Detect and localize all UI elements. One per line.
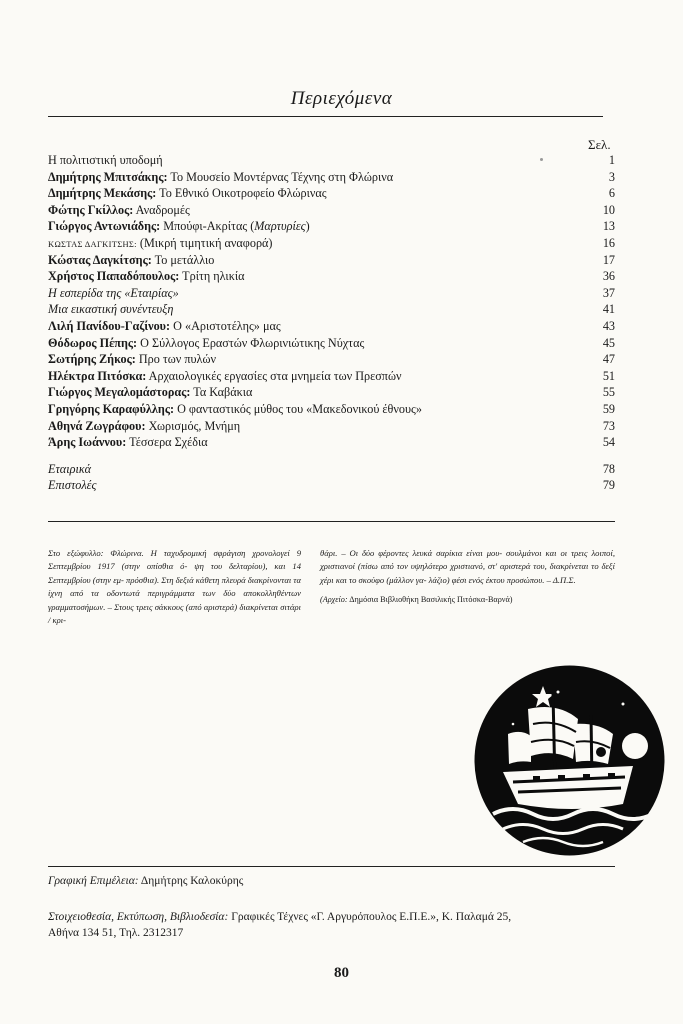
table-of-contents <box>48 152 615 494</box>
toc-page-number: 1 <box>608 153 615 167</box>
design-name: Δημήτρης Καλοκύρης <box>138 875 244 887</box>
cover-caption-right-text: θάρι. – Οι δύο φέροντες λευκά σαρίκια είναι μου- σουλμάνοι και οι τρεις λοιποί, χριστιανοί (πίσω από τον υψηλότερο χριστιανό, στ' αριστερά του, διακρίνεται το δεξί χέρι και το σκούφο (μάλλον γα- λάζιο) φέσι ενός έκτου προσώπου. – Δ.Π.Σ. <box>320 548 615 585</box>
toc-entry <box>48 235 615 252</box>
toc-italic-title: Εταιρικά <box>48 461 92 476</box>
archive-note <box>320 593 615 606</box>
toc-title: Προ των πυλών <box>135 352 216 367</box>
toc-author: Θόδωρος Πέπης: <box>48 335 138 350</box>
toc-author: Γιώργος Αντωνιάδης: <box>48 219 161 234</box>
toc-page-number: 54 <box>602 435 615 450</box>
toc-italic-title: Η εσπερίδα της «Εταιρίας» <box>48 285 179 300</box>
toc-page-number: 43 <box>602 318 615 333</box>
toc-entry <box>48 335 615 352</box>
toc-italic-title: Επιστολές <box>48 478 97 493</box>
toc-author: Δημήτρης Μεκάσης: <box>48 186 157 201</box>
archive-open-paren: ( <box>320 595 323 605</box>
toc-page-number: 45 <box>602 335 615 350</box>
toc-title: Τρίτη ηλικία <box>179 269 245 284</box>
toc-entry <box>48 301 615 318</box>
print-label: Στοιχειοθεσία, Εκτύπωση, Βιβλιοδεσία: <box>48 911 229 923</box>
toc-page-number: 79 <box>602 478 615 493</box>
toc-title: Το Εθνικό Οικοτροφείο Φλώρινας <box>156 186 327 201</box>
ship-emblem-image <box>473 664 666 857</box>
toc-title: (Μικρή τιμητική αναφορά) <box>136 235 273 250</box>
toc-author-caps: ΚΩΣΤΑΣ ΔΑΓΚΙΤΣΗΣ: <box>48 238 137 249</box>
toc-entry <box>48 461 615 478</box>
toc-page-number: 78 <box>602 461 615 476</box>
toc-title-italic: Μαρτυρίες <box>254 219 306 234</box>
toc-author: Γιώργος Μεγαλομάστορας: <box>48 385 191 400</box>
toc-title: Τα Καβάκια <box>190 385 253 400</box>
ship-emblem <box>473 664 666 857</box>
toc-title: Η πολιτιστική υποδομή <box>48 153 163 167</box>
toc-author: Δημήτρης Μπιτσάκης: <box>48 169 168 184</box>
toc-title: Μπούφι-Ακρίτας ( <box>160 219 255 234</box>
toc-page-number: 41 <box>602 302 615 317</box>
toc-author: Γρηγόρης Καραφύλλης: <box>48 401 175 416</box>
toc-author: Αθηνά Ζωγράφου: <box>48 418 146 433</box>
design-label: Γραφική Επιμέλεια: <box>48 875 139 887</box>
cover-caption-left: Στο εξώφυλλο: Φλώρινα. Η ταχυδρομική σφράγιση χρονολογεί 9 Σεπτεμβρίου 1917 (στην οπίσθια ό- ψη του δελταρίου), και 14 Σεπτεμβρίου (στην εμ- πρόσθια). Στη δεξιά κάθετη πλευρά διακρίνονται τα ίχνη από τα οδοντωτά περιγράμματα των δύο αποκολληθέντων γραμματοσήμων. – Στους τρεις σάκκους (από αριστερά) διακρίνεται σιτάρι / κρι- <box>48 548 301 626</box>
toc-title: Ο Σύλλογος Εραστών Φλωρινιώτικης Νύχτας <box>137 335 365 350</box>
page-column-label: Σελ. <box>588 137 611 152</box>
toc-title: Ο φανταστικός μύθος του «Μακεδονικού έθνους» <box>174 401 422 416</box>
graphic-design-credit <box>48 875 615 887</box>
toc-entry <box>48 318 615 335</box>
cover-caption-right <box>320 547 615 607</box>
toc-entry <box>48 477 615 494</box>
toc-author: Φώτης Γκίλλος: <box>48 202 134 217</box>
page-number: 80 <box>334 965 349 981</box>
toc-entry <box>48 202 615 219</box>
toc-page-number: 36 <box>602 269 615 284</box>
archive-label: Αρχείο: <box>322 595 348 605</box>
toc-entry <box>48 351 615 368</box>
toc-entry <box>48 401 615 418</box>
toc-page-number: 55 <box>602 385 615 400</box>
toc-author: Κώστας Δαγκίτσης: <box>48 252 152 267</box>
toc-author: Άρης Ιωάννου: <box>48 435 127 450</box>
toc-title-after: ) <box>305 219 310 234</box>
toc-page-number: 17 <box>602 252 615 267</box>
toc-page-number: 51 <box>602 368 615 383</box>
toc-page-number: 73 <box>602 418 615 433</box>
toc-entry <box>48 285 615 302</box>
toc-author: Χρήστος Παπαδόπουλος: <box>48 269 180 284</box>
toc-title: Ο «Αριστοτέλης» μας <box>170 318 281 333</box>
toc-page-number: 13 <box>602 219 615 234</box>
credits-top-rule <box>48 866 615 867</box>
title-rule <box>48 116 603 117</box>
toc-title: Αρχαιολογικές εργασίες στα μνημεία των Πρεσπών <box>146 368 402 383</box>
print-text: Γραφικές Τέχνες «Γ. Αργυρόπουλος Ε.Π.Ε.», Κ. Παλαμά 25, <box>228 911 512 923</box>
toc-bottom-rule <box>48 521 615 522</box>
toc-author: Σωτήρης Ζήκος: <box>48 352 136 367</box>
toc-entry <box>48 418 615 435</box>
printing-credit <box>48 909 615 941</box>
toc-page-number: 59 <box>602 401 615 416</box>
toc-page-number: 10 <box>602 202 615 217</box>
archive-text: Δημόσια Βιβλιοθήκη Βασιλικής Πιτόσκα-Βαρνά) <box>347 595 513 605</box>
toc-title: Χωρισμός, Μνήμη <box>145 418 241 433</box>
toc-author: Ηλέκτρα Πιτόσκα: <box>48 368 147 383</box>
toc-title: Τέσσερα Σχέδια <box>126 435 208 450</box>
toc-entry <box>48 368 615 385</box>
print-address: Αθήνα 134 51, Τηλ. 2312317 <box>48 927 184 939</box>
toc-entry <box>48 218 615 235</box>
toc-author: Λιλή Πανίδου-Γαζίνου: <box>48 318 171 333</box>
toc-italic-title: Μια εικαστική συνέντευξη <box>48 302 174 317</box>
toc-entry <box>48 152 615 169</box>
toc-page-number: 6 <box>608 186 615 201</box>
toc-page-number: 16 <box>602 235 615 250</box>
toc-page-number: 37 <box>602 285 615 300</box>
toc-entry <box>48 268 615 285</box>
toc-page-number: 3 <box>608 169 615 184</box>
page-title: Περιεχόμενα <box>290 88 393 109</box>
toc-title: Το μετάλλιο <box>151 252 215 267</box>
toc-title: Αναδρομές <box>133 202 190 217</box>
toc-page-number: 47 <box>602 352 615 367</box>
toc-title: Το Μουσείο Μοντέρνας Τέχνης στη Φλώρινα <box>167 169 394 184</box>
toc-entry <box>48 252 615 269</box>
toc-entry <box>48 434 615 451</box>
toc-entry <box>48 384 615 401</box>
toc-entry <box>48 169 615 186</box>
toc-entry <box>48 185 615 202</box>
